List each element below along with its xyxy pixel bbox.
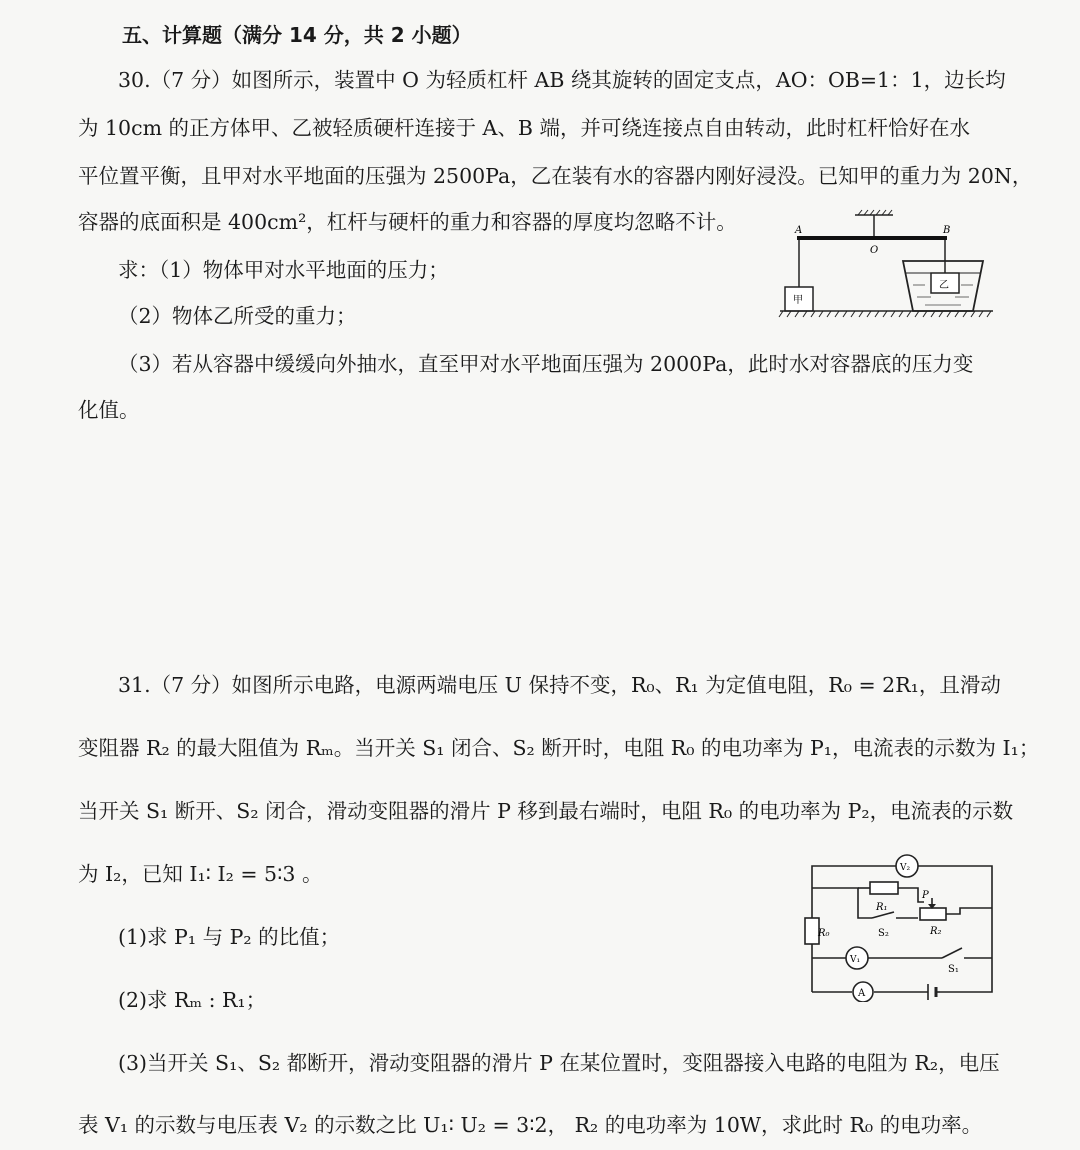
label-o: O <box>870 245 879 256</box>
label-s1: S₁ <box>948 964 959 975</box>
label-r0: R₀ <box>818 928 830 939</box>
section-title: 五、计算题（满分 14 分，共 2 小题） <box>122 23 472 47</box>
lever-bar <box>797 236 947 240</box>
q30-part2: （2）物体乙所受的重力； <box>118 304 357 328</box>
q30-ask-part1: 求：（1）物体甲对水平地面的压力； <box>118 258 449 282</box>
q30-line-1: 30.（7 分）如图所示，装置中 O 为轻质杠杆 AB 绕其旋转的固定支点，AO：OB=1：1，边长均 <box>118 68 1006 92</box>
q31-line-3: 当开关 S₁ 断开、S₂ 闭合，滑动变阻器的滑片 P 移到最右端时，电阻 R₀ 的电功率为 P₂，电流表的示数 <box>78 799 1014 823</box>
q30-part3-line1: （3）若从容器中缓缓向外抽水，直至甲对水平地面压强为 2000Pa，此时水对容器底的压力变 <box>118 352 974 376</box>
circuit-wires <box>812 866 992 992</box>
label-yi: 乙 <box>939 280 949 291</box>
q30-part3-line2: 化值。 <box>78 398 140 422</box>
rheostat-r2 <box>920 908 946 920</box>
label-r2: R₂ <box>930 926 942 937</box>
label-b: B <box>943 225 951 236</box>
label-p: P <box>922 890 929 901</box>
q31-part3-line1: (3)当开关 S₁、S₂ 都断开，滑动变阻器的滑片 P 在某位置时，变阻器接入电路的电阻为 R₂，电压 <box>118 1051 1000 1075</box>
q31-line-1: 31.（7 分）如图所示电路，电源两端电压 U 保持不变，R₀、R₁ 为定值电阻，R₀ = 2R₁，且滑动 <box>118 673 1001 697</box>
q31-part2: (2)求 Rₘ : R₁； <box>118 988 267 1012</box>
circuit-figure <box>800 852 1000 1002</box>
label-v1: V₁ <box>850 955 861 965</box>
resistor-r0 <box>805 918 819 944</box>
label-ammeter: A <box>858 988 866 999</box>
label-jia: 甲 <box>793 295 803 306</box>
label-s2: S₂ <box>878 928 889 939</box>
lever-figure <box>775 205 1000 325</box>
q30-line-3: 平位置平衡，且甲对水平地面的压强为 2500Pa，乙在装有水的容器内刚好浸没。已知甲的重力为 20N， <box>78 164 1033 188</box>
resistor-r1 <box>870 882 898 894</box>
label-v2: V₂ <box>900 863 911 873</box>
q30-line-2: 为 10cm 的正方体甲、乙被轻质硬杆连接于 A、B 端，并可绕连接点自由转动，此时杠杆恰好在水 <box>78 116 970 140</box>
q31-part3-line2: 表 V₁ 的示数与电压表 V₂ 的示数之比 U₁∶ U₂ = 3∶2， R₂ 的电功率为 10W，求此时 R₀ 的电功率。 <box>78 1113 983 1137</box>
q31-line-2: 变阻器 R₂ 的最大阻值为 Rₘ。当开关 S₁ 闭合、S₂ 断开时，电阻 R₀ 的电功率为 P₁，电流表的示数为 I₁； <box>78 736 1040 760</box>
label-r1: R₁ <box>876 902 888 913</box>
q31-part1: (1)求 P₁ 与 P₂ 的比值； <box>118 925 341 949</box>
q30-line-4: 容器的底面积是 400cm²，杠杆与硬杆的重力和容器的厚度均忽略不计。 <box>78 210 737 234</box>
q31-line-4: 为 I₂，已知 I₁∶ I₂ = 5∶3 。 <box>78 862 323 886</box>
label-a: A <box>795 225 803 236</box>
